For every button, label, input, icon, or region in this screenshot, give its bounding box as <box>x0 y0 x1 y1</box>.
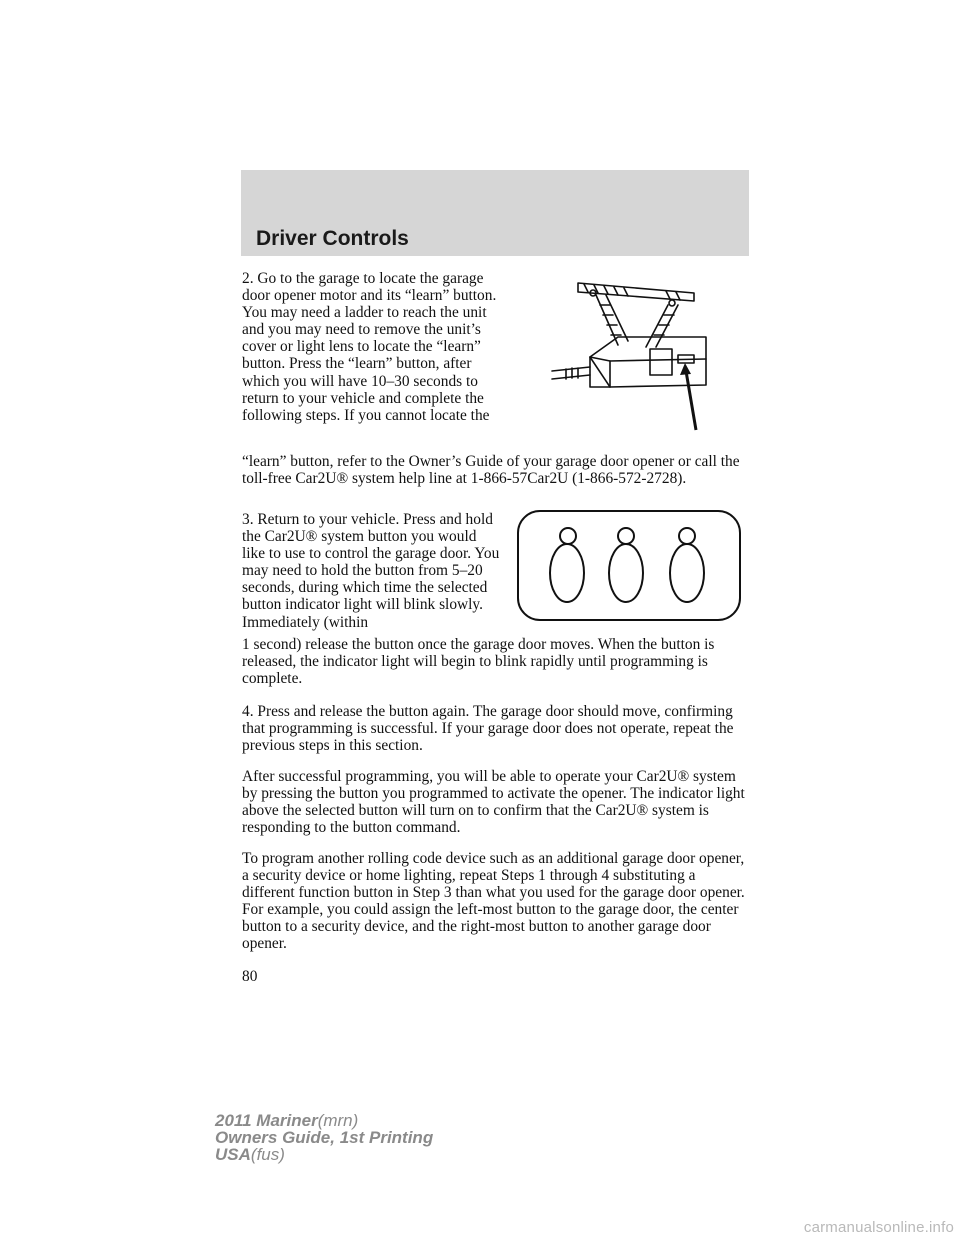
step2-text-a: 2. Go to the garage to locate the garage door opener motor and its “learn” button. You may need a ladder to reach the unit and you may need to remove the unit’s cover or light lens to locate the “learn” button. Press the “learn” button, after which you will have 10–30 seconds to return to your vehicle and complete the following steps. If you cannot locate the <box>242 270 497 424</box>
program-button-left <box>550 544 584 602</box>
step3-paragraph-part2 <box>242 636 752 687</box>
step3-text-b: 1 second) release the button once the garage door moves. When the button is released, the indicator light will begin to blink rapidly until programming is complete. <box>242 636 715 688</box>
document-footer <box>215 1112 433 1163</box>
site-watermark: carmanualsonline.info <box>803 1219 954 1236</box>
program-another-device-paragraph <box>242 850 752 953</box>
page-number: 80 <box>242 968 258 985</box>
garage-door-opener-illustration <box>548 275 754 435</box>
program-button-center <box>609 544 643 602</box>
section-header-band <box>241 170 749 256</box>
indicator-light-right <box>679 528 695 544</box>
footer-model: 2011 Mariner <box>215 1111 318 1130</box>
step4-text: 4. Press and release the button again. The garage door should move, confirming that programming is successful. If your garage door does not operate, repeat the previous steps in this section. <box>242 703 734 755</box>
footer-market: USA <box>215 1145 251 1164</box>
footer-market-code: (fus) <box>250 1145 285 1164</box>
program-another-device-text: To program another rolling code device such as an additional garage door opener, a security device or home lighting, repeat Steps 1 through 4 substituting a different function button in Step 3 than what you used for the garage door opener. For example, you could assign the left-most button to the garage door, the center button to a security device, and the right-most button to another garage door opener. <box>242 850 745 953</box>
footer-line-1 <box>215 1112 433 1129</box>
after-programming-text: After successful programming, you will be able to operate your Car2U® system by pressing the button you programmed to activate the opener. The indicator light above the selected button will turn on to confirm that the Car2U® system is responding to the button command. <box>242 768 745 837</box>
step3-text-a: 3. Return to your vehicle. Press and hold the Car2U® system button you would like to use to control the garage door. You may need to hold the button from 5–20 seconds, during which time the selected button indicator light will blink slowly. Immediately (within <box>242 511 500 631</box>
footer-line-2 <box>215 1129 433 1146</box>
footer-guide-printing: Owners Guide, 1st Printing <box>215 1128 434 1147</box>
car2u-buttons-illustration <box>516 508 742 622</box>
footer-model-code: (mrn) <box>317 1111 359 1130</box>
indicator-light-center <box>618 528 634 544</box>
step2-paragraph-part2 <box>242 453 752 487</box>
program-button-right <box>670 544 704 602</box>
step2-text-b: “learn” button, refer to the Owner’s Guide of your garage door opener or call the toll-free Car2U® system help line at 1-866-57Car2U (1-866-572-2728). <box>242 453 740 488</box>
indicator-light-left <box>560 528 576 544</box>
footer-line-3 <box>215 1146 433 1163</box>
step2-paragraph-part1 <box>242 270 500 424</box>
step4-paragraph <box>242 703 752 754</box>
after-programming-paragraph <box>242 768 752 836</box>
step3-paragraph-part1 <box>242 511 500 631</box>
section-title: Driver Controls <box>256 227 409 250</box>
